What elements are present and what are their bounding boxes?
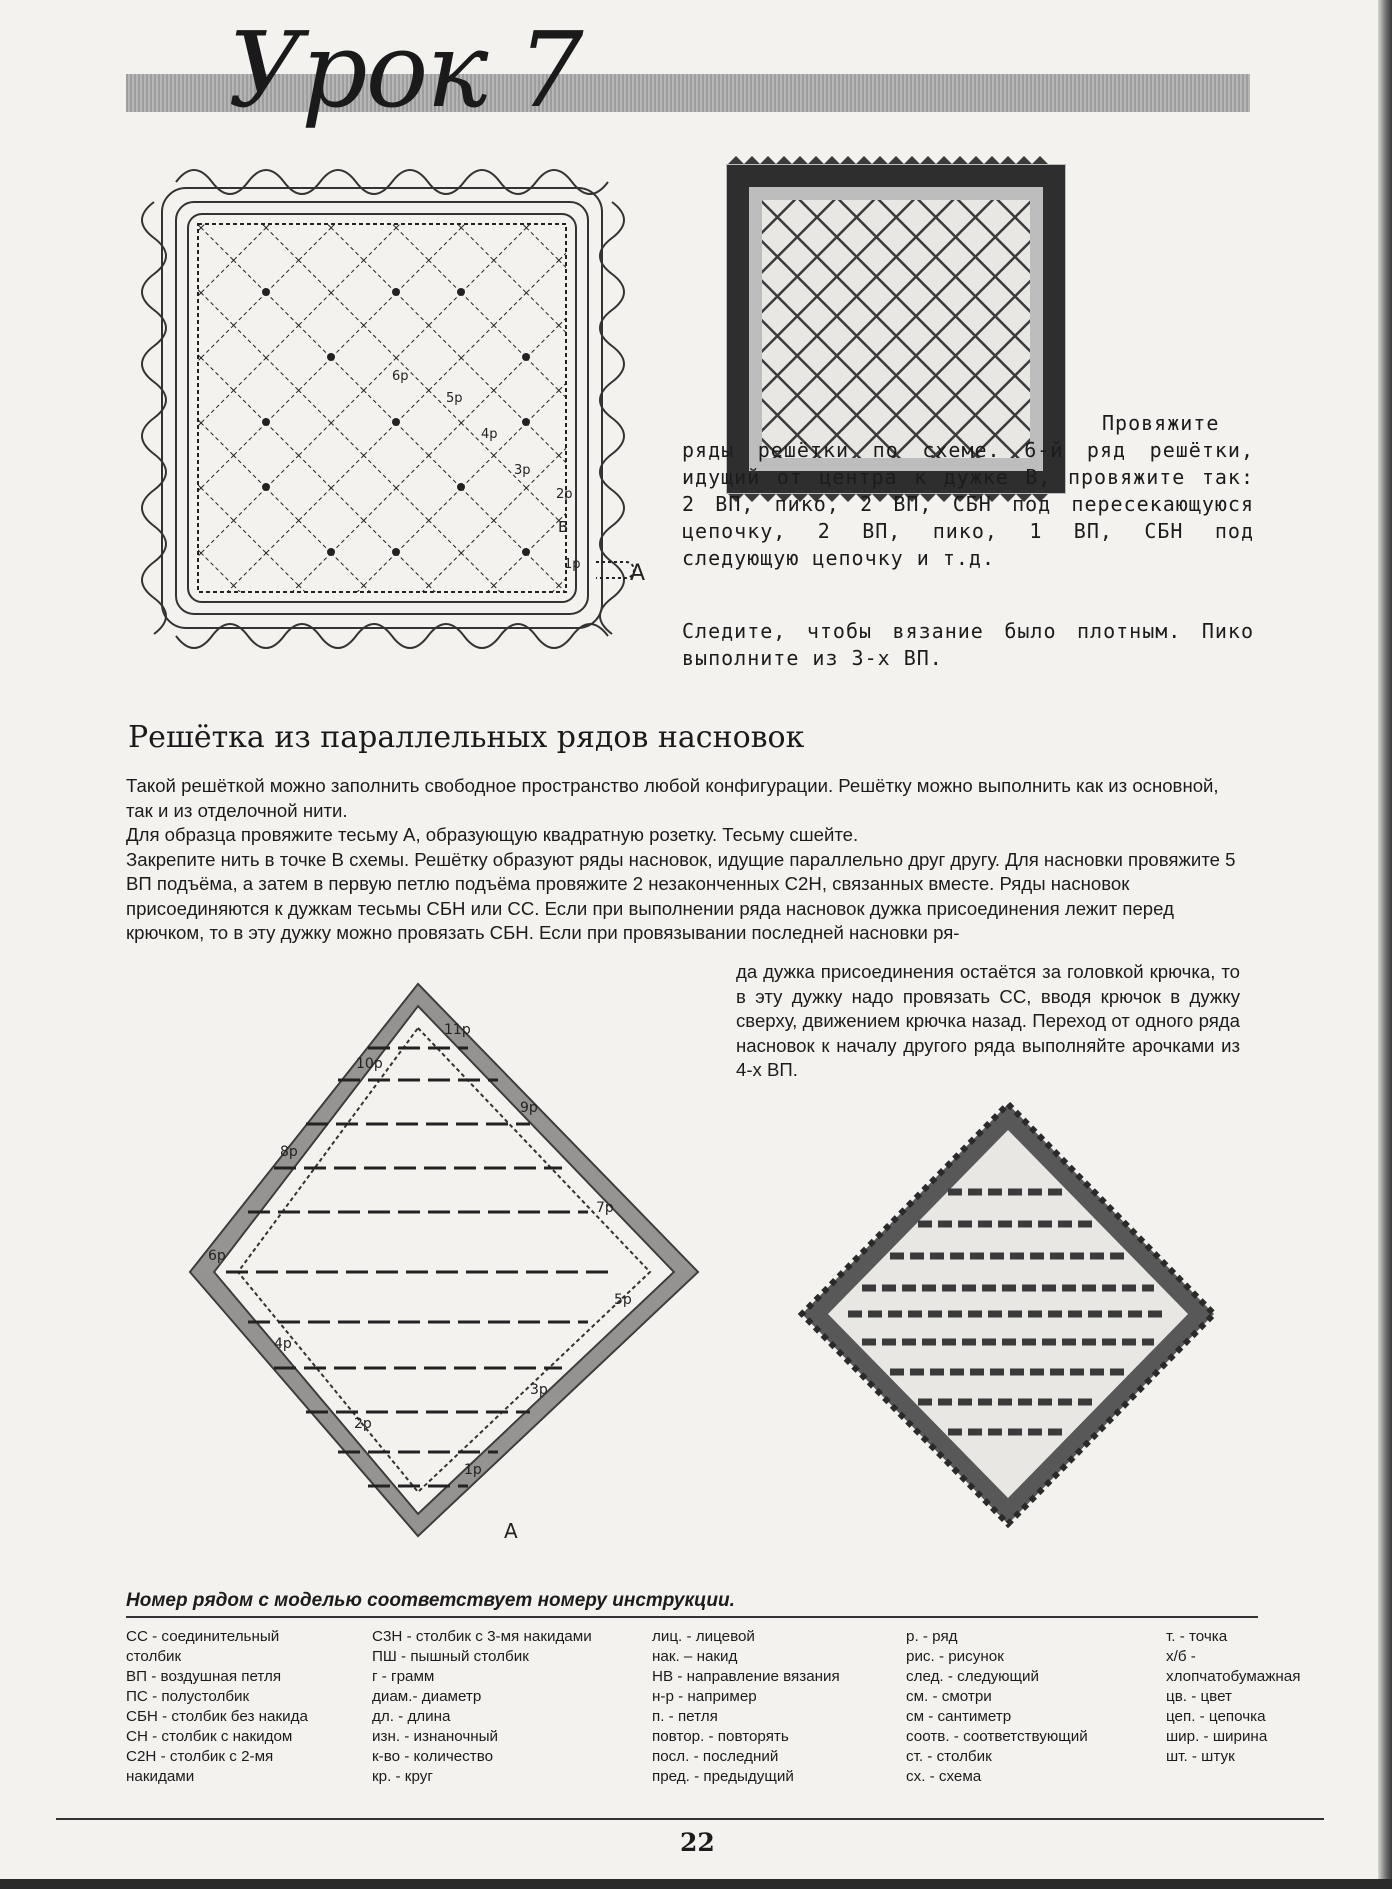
section-body-continued: да дужка присоединения остаётся за головкой крючка, то в эту дужку надо провязать СС, вводя крючок в дужку сверху, движением крючка назад. Переход от одного ряда насновок к началу другого ряда выполняйте арочками из 4-х ВП. (736, 961, 1240, 1080)
abbr-row: г - грамм (372, 1668, 435, 1685)
abbr-row: р. - ряд (906, 1628, 958, 1645)
abbr-row: шт. - штук (1166, 1748, 1235, 1765)
abbr-row: С2Н - столбик с 2-мя (126, 1748, 274, 1765)
divider (126, 1616, 1258, 1618)
paragraph: Закрепите нить в точке В схемы. Решётку образуют ряды насновок, идущие параллельно друг другу. Для насновки провяжите 5 ВП подъёма, а затем в первую петлю подъёма провяжите 2 незаконченных С2Н, связанных вместе. Ряды насновок присоединяются к дужкам тесьмы СБН или СС. Если при выполнении ряда насновок дужка присоединения лежит перед крючком, то в эту дужку можно провязать СБН. Если при провязывании последней насновки ря- (126, 848, 1236, 943)
row-label: 6р (208, 1248, 226, 1264)
point-a-label: А (630, 561, 646, 586)
row-label: 4р (274, 1336, 292, 1352)
row-label: 7р (596, 1200, 614, 1216)
abbr-row: накидами (126, 1768, 195, 1785)
abbr-row: п. - петля (652, 1708, 718, 1725)
abbr-row: шир. - ширина (1166, 1728, 1268, 1745)
abbr-row: столбик (126, 1648, 182, 1665)
row-label: 2р (354, 1416, 372, 1432)
section-body (126, 774, 1240, 946)
row-label: 9р (520, 1100, 538, 1116)
abbr-row: цеп. - цепочка (1166, 1708, 1266, 1725)
abbr-row: ВП - воздушная петля (126, 1668, 282, 1685)
footer-divider (56, 1818, 1324, 1820)
row-label: 1р (464, 1462, 482, 1478)
abbr-row: кр. - круг (372, 1768, 433, 1785)
page-number: 22 (680, 1828, 715, 1857)
lesson-title: Урок 7 (228, 9, 582, 131)
abbr-row: н-р - например (652, 1688, 757, 1705)
abbr-row: ст. - столбик (906, 1748, 992, 1765)
row-label: 1р (564, 557, 581, 572)
abbr-row: НВ - направление вязания (652, 1668, 840, 1685)
row-label: 5р (446, 391, 463, 406)
abbr-row: диам.- диаметр (372, 1688, 482, 1705)
intro-text: Провяжите ряды решётки по схеме. 6-й ряд решётки, идущий от центра к дужке В, провяжите так: 2 ВП, пико, 2 ВП, СБН под пересекающуюся цепочку, 2 ВП, пико, 1 ВП, СБН под следующую цепочку и т.д. (682, 411, 1254, 570)
abbreviations-col-5 (1166, 1627, 1326, 1767)
abbr-row: соотв. - соответствующий (906, 1728, 1088, 1745)
row-label: 3р (530, 1382, 548, 1398)
row-label: 8р (280, 1144, 298, 1160)
abbreviations-col-2 (372, 1627, 642, 1787)
abbr-row: см - сантиметр (906, 1708, 1012, 1725)
intro-text-2: Следите, чтобы вязание было плотным. Пико выполните из 3-х ВП. (682, 619, 1254, 670)
abbr-row: след. - следующий (906, 1668, 1040, 1685)
abbr-row: СБН - столбик без накида (126, 1708, 308, 1725)
row-label: 3р (514, 463, 531, 478)
abbr-row: СН - столбик с накидом (126, 1728, 293, 1745)
abbreviations-col-1 (126, 1627, 362, 1787)
abbr-row: сх. - схема (906, 1768, 982, 1785)
note: Номер рядом с моделью соответствует номеру инструкции. (126, 1590, 735, 1611)
abbr-row: лиц. - лицевой (652, 1628, 755, 1645)
row-label: 4р (481, 427, 498, 442)
abbr-row: ПС - полустолбик (126, 1688, 250, 1705)
abbreviations-col-4 (906, 1627, 1156, 1787)
abbr-row: пред. - предыдущий (652, 1768, 794, 1785)
binding-edge (1378, 0, 1392, 1889)
abbr-row: рис. - рисунок (906, 1648, 1004, 1665)
point-b-label: В (558, 518, 569, 536)
abbr-row: дл. - длина (372, 1708, 451, 1725)
abbr-row: посл. - последний (652, 1748, 779, 1765)
paragraph: Такой решёткой можно заполнить свободное пространство любой конфигурации. Решётку можно выполнить как из основной, так и из отделочной нити. (126, 775, 1219, 821)
abbr-row: изн. - изнаночный (372, 1728, 499, 1745)
abbr-row: нак. – накид (652, 1648, 738, 1665)
paragraph: Для образца провяжите тесьму А, образующую квадратную розетку. Тесьму сшейте. (126, 824, 859, 845)
bottom-edge (0, 1879, 1392, 1889)
abbr-row: повтор. - повторять (652, 1728, 789, 1745)
abbr-row: ПШ - пышный столбик (372, 1648, 529, 1665)
abbr-row: С3Н - столбик с 3-мя накидами (372, 1628, 592, 1645)
row-label: 11р (444, 1022, 471, 1038)
row-label: 2р (556, 487, 573, 502)
abbr-row: х/б - (1166, 1648, 1196, 1665)
point-a-label: А (504, 1519, 518, 1543)
diamond-diagram (178, 976, 712, 1544)
abbr-row: см. - смотри (906, 1688, 992, 1705)
abbr-row: цв. - цвет (1166, 1688, 1232, 1705)
abbr-row: СС - соединительный (126, 1628, 280, 1645)
row-label: 6р (392, 369, 409, 384)
lattice-diagram (136, 162, 656, 662)
row-label: 10р (356, 1056, 383, 1072)
abbr-row: хлопчатобумажная (1166, 1668, 1301, 1685)
diamond-photo (798, 1100, 1218, 1528)
abbr-row: т. - точка (1166, 1628, 1228, 1645)
row-label: 5р (614, 1292, 632, 1308)
abbr-row: к-во - количество (372, 1748, 494, 1765)
section-title: Решётка из параллельных рядов насновок (128, 720, 805, 755)
abbreviations-col-3 (652, 1627, 904, 1787)
